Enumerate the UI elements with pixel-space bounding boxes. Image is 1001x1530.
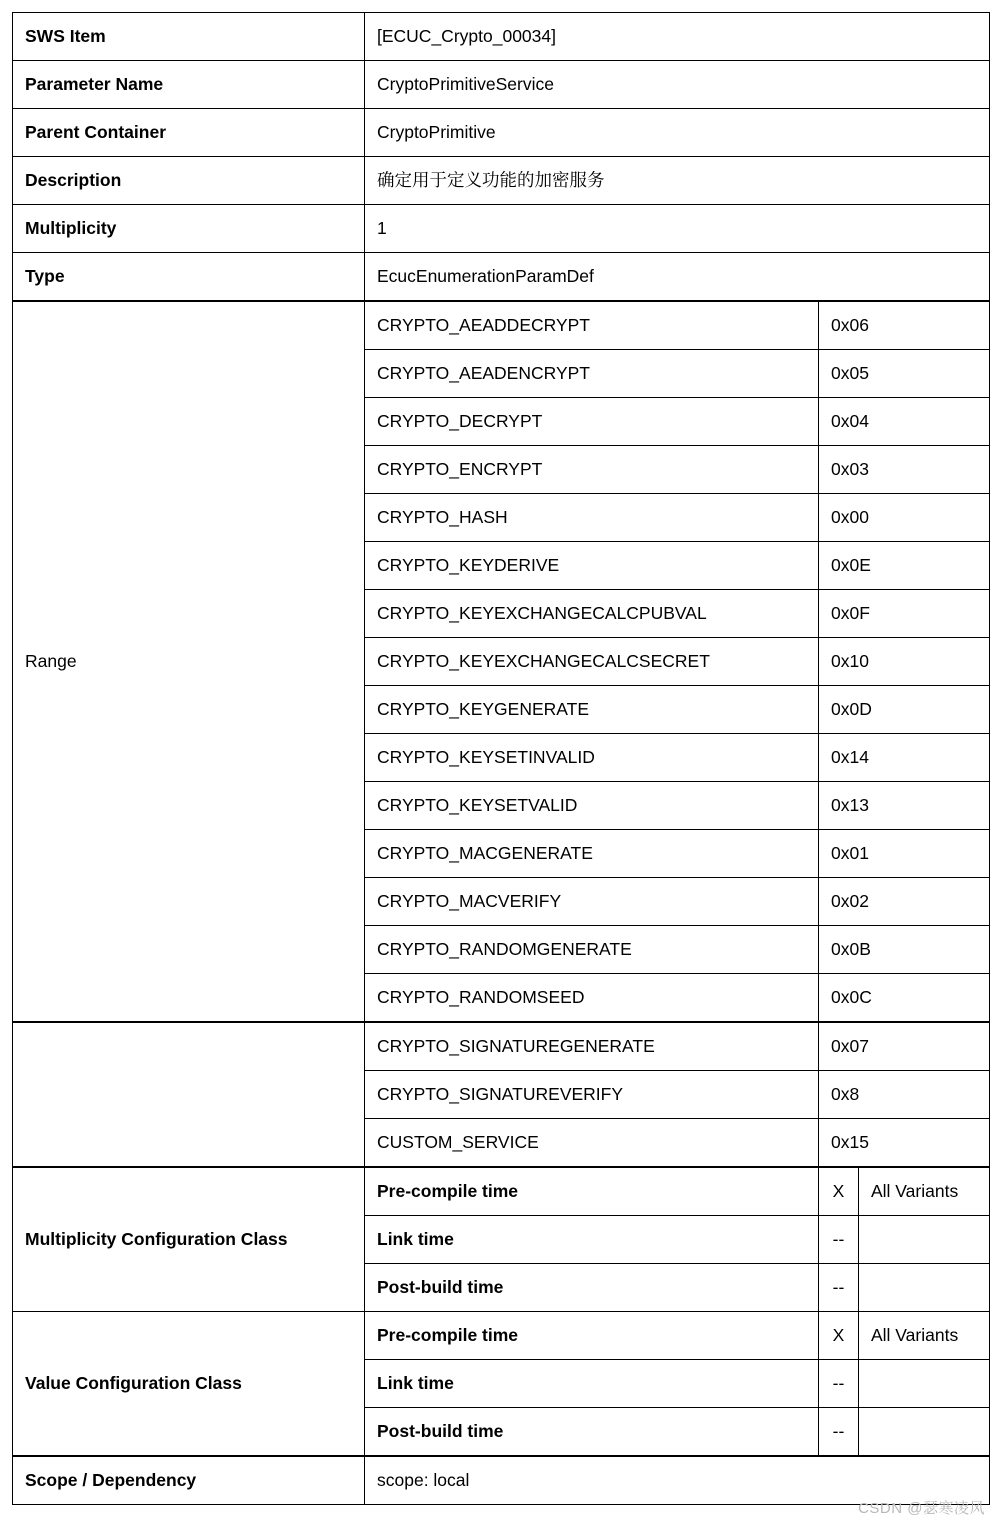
config-class-rows [13, 1168, 990, 1456]
range-label-continued [13, 1023, 365, 1167]
enum-hex: 0x03 [819, 446, 990, 494]
table-row [13, 1312, 990, 1360]
table-row [13, 61, 990, 109]
config-time-label: Pre-compile time [365, 1312, 819, 1360]
enum-hex: 0x0F [819, 590, 990, 638]
enum-name: CRYPTO_MACVERIFY [365, 878, 819, 926]
config-time-label: Pre-compile time [365, 1168, 819, 1216]
config-mark: -- [819, 1216, 859, 1264]
table-row [13, 302, 990, 350]
config-time-label: Post-build time [365, 1408, 819, 1456]
row-label: Parent Container [13, 109, 365, 157]
config-variants [859, 1264, 990, 1312]
enum-name: CRYPTO_KEYDERIVE [365, 542, 819, 590]
enum-hex: 0x0B [819, 926, 990, 974]
row-value: CryptoPrimitiveService [365, 61, 990, 109]
config-class-label: Multiplicity Configuration Class [13, 1168, 365, 1312]
config-variants [859, 1360, 990, 1408]
config-mark: X [819, 1312, 859, 1360]
config-variants: All Variants [859, 1168, 990, 1216]
config-time-label: Post-build time [365, 1264, 819, 1312]
enum-hex: 0x02 [819, 878, 990, 926]
enum-hex: 0x10 [819, 638, 990, 686]
enum-hex: 0x01 [819, 830, 990, 878]
enum-hex: 0x07 [819, 1023, 990, 1071]
table-row [13, 253, 990, 301]
enum-name: CRYPTO_MACGENERATE [365, 830, 819, 878]
config-class-label: Value Configuration Class [13, 1312, 365, 1456]
row-value: EcucEnumerationParamDef [365, 253, 990, 301]
range-table-bottom [12, 1022, 990, 1167]
enum-name: CRYPTO_KEYEXCHANGECALCSECRET [365, 638, 819, 686]
enum-hex: 0x0C [819, 974, 990, 1022]
enum-hex: 0x06 [819, 302, 990, 350]
config-mark: -- [819, 1264, 859, 1312]
enum-name: CRYPTO_ENCRYPT [365, 446, 819, 494]
range-label: Range [13, 302, 365, 1022]
enum-hex: 0x00 [819, 494, 990, 542]
row-value: 确定用于定义功能的加密服务 [365, 157, 990, 205]
enum-hex: 0x04 [819, 398, 990, 446]
enum-hex: 0x0D [819, 686, 990, 734]
config-variants: All Variants [859, 1312, 990, 1360]
config-mark: X [819, 1168, 859, 1216]
table-row [13, 109, 990, 157]
config-variants [859, 1216, 990, 1264]
config-time-label: Link time [365, 1216, 819, 1264]
range-rows-top [13, 302, 990, 1022]
enum-name: CRYPTO_AEADENCRYPT [365, 350, 819, 398]
row-label: SWS Item [13, 13, 365, 61]
table-row [13, 1168, 990, 1216]
table-row [13, 1457, 990, 1505]
enum-name: CRYPTO_KEYEXCHANGECALCPUBVAL [365, 590, 819, 638]
row-label: Type [13, 253, 365, 301]
enum-hex: 0x8 [819, 1071, 990, 1119]
csdn-watermark: CSDN @瑟寒凌风 [858, 1500, 985, 1517]
row-value: [ECUC_Crypto_00034] [365, 13, 990, 61]
scope-value: scope: local [365, 1457, 990, 1505]
config-class-table [12, 1167, 990, 1456]
enum-name: CRYPTO_AEADDECRYPT [365, 302, 819, 350]
config-mark: -- [819, 1408, 859, 1456]
row-label: Description [13, 157, 365, 205]
enum-hex: 0x15 [819, 1119, 990, 1167]
enum-name: CRYPTO_HASH [365, 494, 819, 542]
config-time-label: Link time [365, 1360, 819, 1408]
enum-name: CRYPTO_SIGNATUREVERIFY [365, 1071, 819, 1119]
enum-name: CRYPTO_KEYSETINVALID [365, 734, 819, 782]
enum-name: CRYPTO_RANDOMGENERATE [365, 926, 819, 974]
table-row [13, 1023, 990, 1071]
table-row [13, 13, 990, 61]
scope-label: Scope / Dependency [13, 1457, 365, 1505]
enum-hex: 0x13 [819, 782, 990, 830]
enum-name: CRYPTO_KEYSETVALID [365, 782, 819, 830]
enum-name: CRYPTO_DECRYPT [365, 398, 819, 446]
enum-hex: 0x14 [819, 734, 990, 782]
config-variants [859, 1408, 990, 1456]
table-row [13, 205, 990, 253]
enum-name: CRYPTO_RANDOMSEED [365, 974, 819, 1022]
spec-header-rows [13, 13, 990, 301]
enum-hex: 0x0E [819, 542, 990, 590]
config-mark: -- [819, 1360, 859, 1408]
row-value: 1 [365, 205, 990, 253]
range-rows-bottom [13, 1023, 990, 1167]
spec-sheet [12, 12, 989, 1505]
spec-header-table [12, 12, 990, 301]
scope-table [12, 1456, 990, 1505]
enum-name: CUSTOM_SERVICE [365, 1119, 819, 1167]
enum-hex: 0x05 [819, 350, 990, 398]
enum-name: CRYPTO_KEYGENERATE [365, 686, 819, 734]
row-label: Multiplicity [13, 205, 365, 253]
table-row [13, 157, 990, 205]
row-value: CryptoPrimitive [365, 109, 990, 157]
enum-name: CRYPTO_SIGNATUREGENERATE [365, 1023, 819, 1071]
row-label: Parameter Name [13, 61, 365, 109]
range-table-top [12, 301, 990, 1022]
